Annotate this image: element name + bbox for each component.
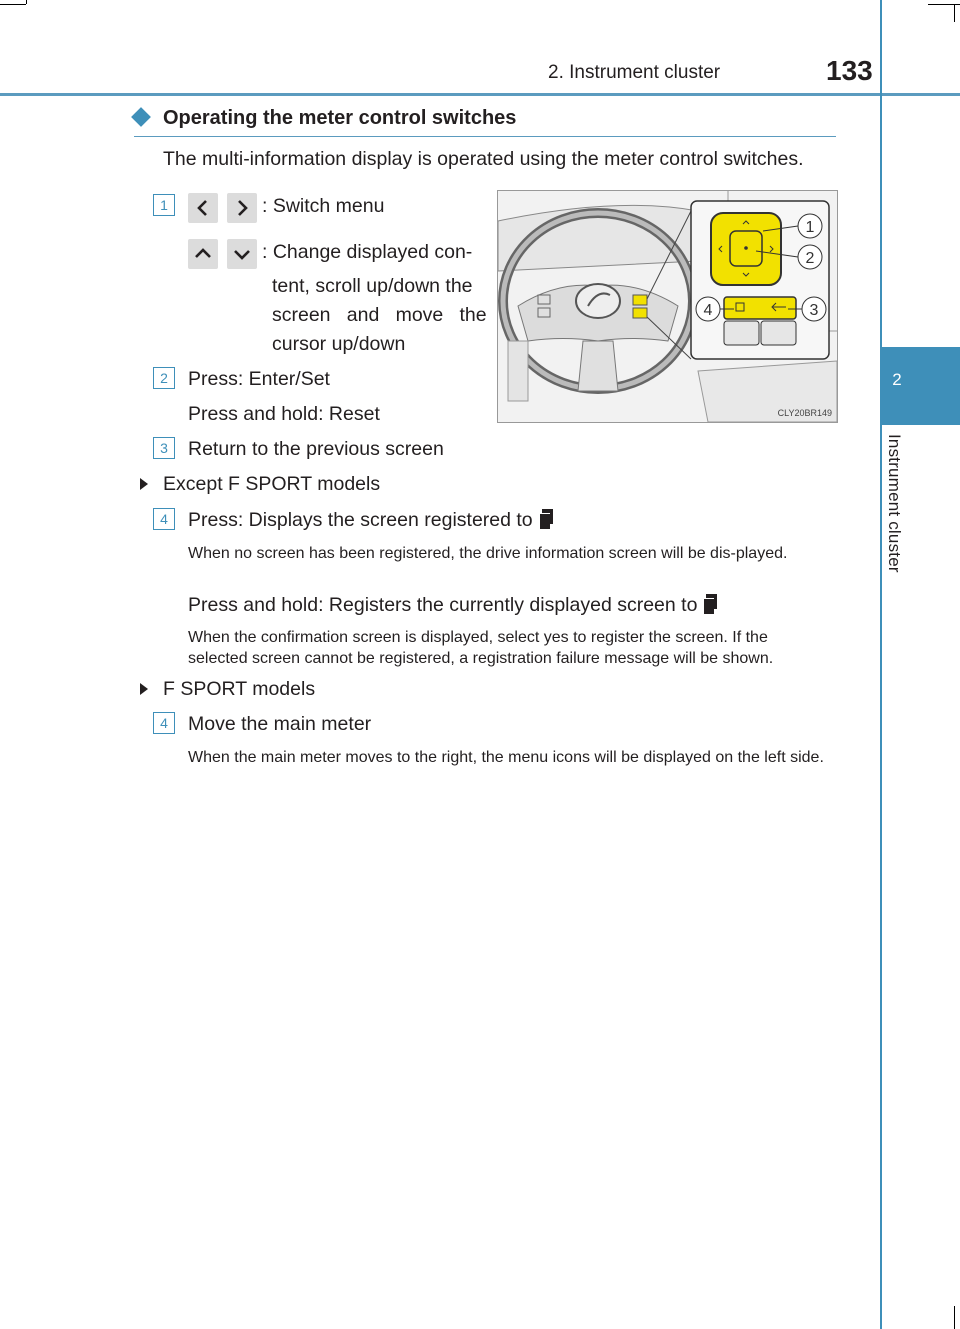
section-title: Operating the meter control switches (163, 107, 517, 129)
figure-callout-4: 4 (703, 302, 713, 319)
except-fsport-heading: Except F SPORT models (163, 473, 381, 495)
header-rule (0, 93, 960, 96)
triangle-bullet-icon (140, 683, 148, 695)
triangle-bullet-icon (140, 478, 148, 490)
side-tab-rule (880, 0, 882, 1329)
steering-wheel-illustration (497, 190, 838, 423)
change-content-text-line4: cursor up/down (272, 333, 406, 355)
left-arrow-key-icon (188, 193, 218, 223)
hold-register-text: Press and hold: Registers the currently displayed screen to (188, 594, 698, 616)
registered-screen-icon (536, 508, 556, 532)
press-display-text: Press: Displays the screen registered to (188, 509, 533, 531)
side-tab-chapter-number: 2 (892, 370, 902, 389)
hold-register-note: When the confirmation screen is displayed, select yes to register the screen. If the selected screen cannot be registered, a registration failure message will be shown. (188, 629, 774, 667)
change-content-text-line3: screen and move the (272, 304, 487, 326)
crop-mark-top-left-h (0, 4, 26, 5)
callout-number-2: 2 (153, 367, 175, 389)
switch-menu-text: : Switch menu (262, 195, 385, 217)
change-content-text-line2: tent, scroll up/down the (272, 275, 473, 297)
diamond-bullet-icon (131, 107, 151, 127)
figure-code: CLY20BR149 (777, 408, 832, 418)
figure-callout-2: 2 (805, 250, 815, 267)
right-arrow-key-icon (227, 193, 257, 223)
crop-mark-top-right-v (954, 4, 955, 22)
change-content-text-line1: : Change displayed con- (262, 241, 473, 263)
callout-number-4: 4 (153, 508, 175, 530)
enter-set-text: Press: Enter/Set (188, 368, 330, 390)
move-meter-text: Move the main meter (188, 713, 372, 735)
callout-number-1: 1 (153, 194, 175, 216)
section-intro: The multi-information display is operated using the meter control switches. (163, 148, 804, 170)
return-text: Return to the previous screen (188, 438, 444, 460)
figure-callout-1: 1 (805, 219, 815, 236)
crop-mark-bottom-right-v (954, 1306, 955, 1329)
side-tab-chapter-title: Instrument cluster (885, 434, 904, 573)
crop-mark-top-left-v (26, 0, 27, 4)
fsport-heading: F SPORT models (163, 678, 316, 700)
up-arrow-key-icon (188, 239, 218, 269)
reset-text: Press and hold: Reset (188, 403, 380, 425)
crop-mark-top-right-h (928, 4, 960, 5)
callout-number-4: 4 (153, 712, 175, 734)
page-number: 133 (826, 55, 873, 86)
section-rule (134, 136, 836, 137)
callout-number-3: 3 (153, 437, 175, 459)
down-arrow-key-icon (227, 239, 257, 269)
running-header-title: 2. Instrument cluster (548, 62, 721, 83)
move-meter-note: When the main meter moves to the right, the menu icons will be displayed on the left side. (188, 749, 824, 766)
registered-screen-icon (700, 593, 720, 617)
figure-callout-3: 3 (809, 302, 819, 319)
press-display-note: When no screen has been registered, the drive information screen will be dis-played. (188, 545, 788, 562)
